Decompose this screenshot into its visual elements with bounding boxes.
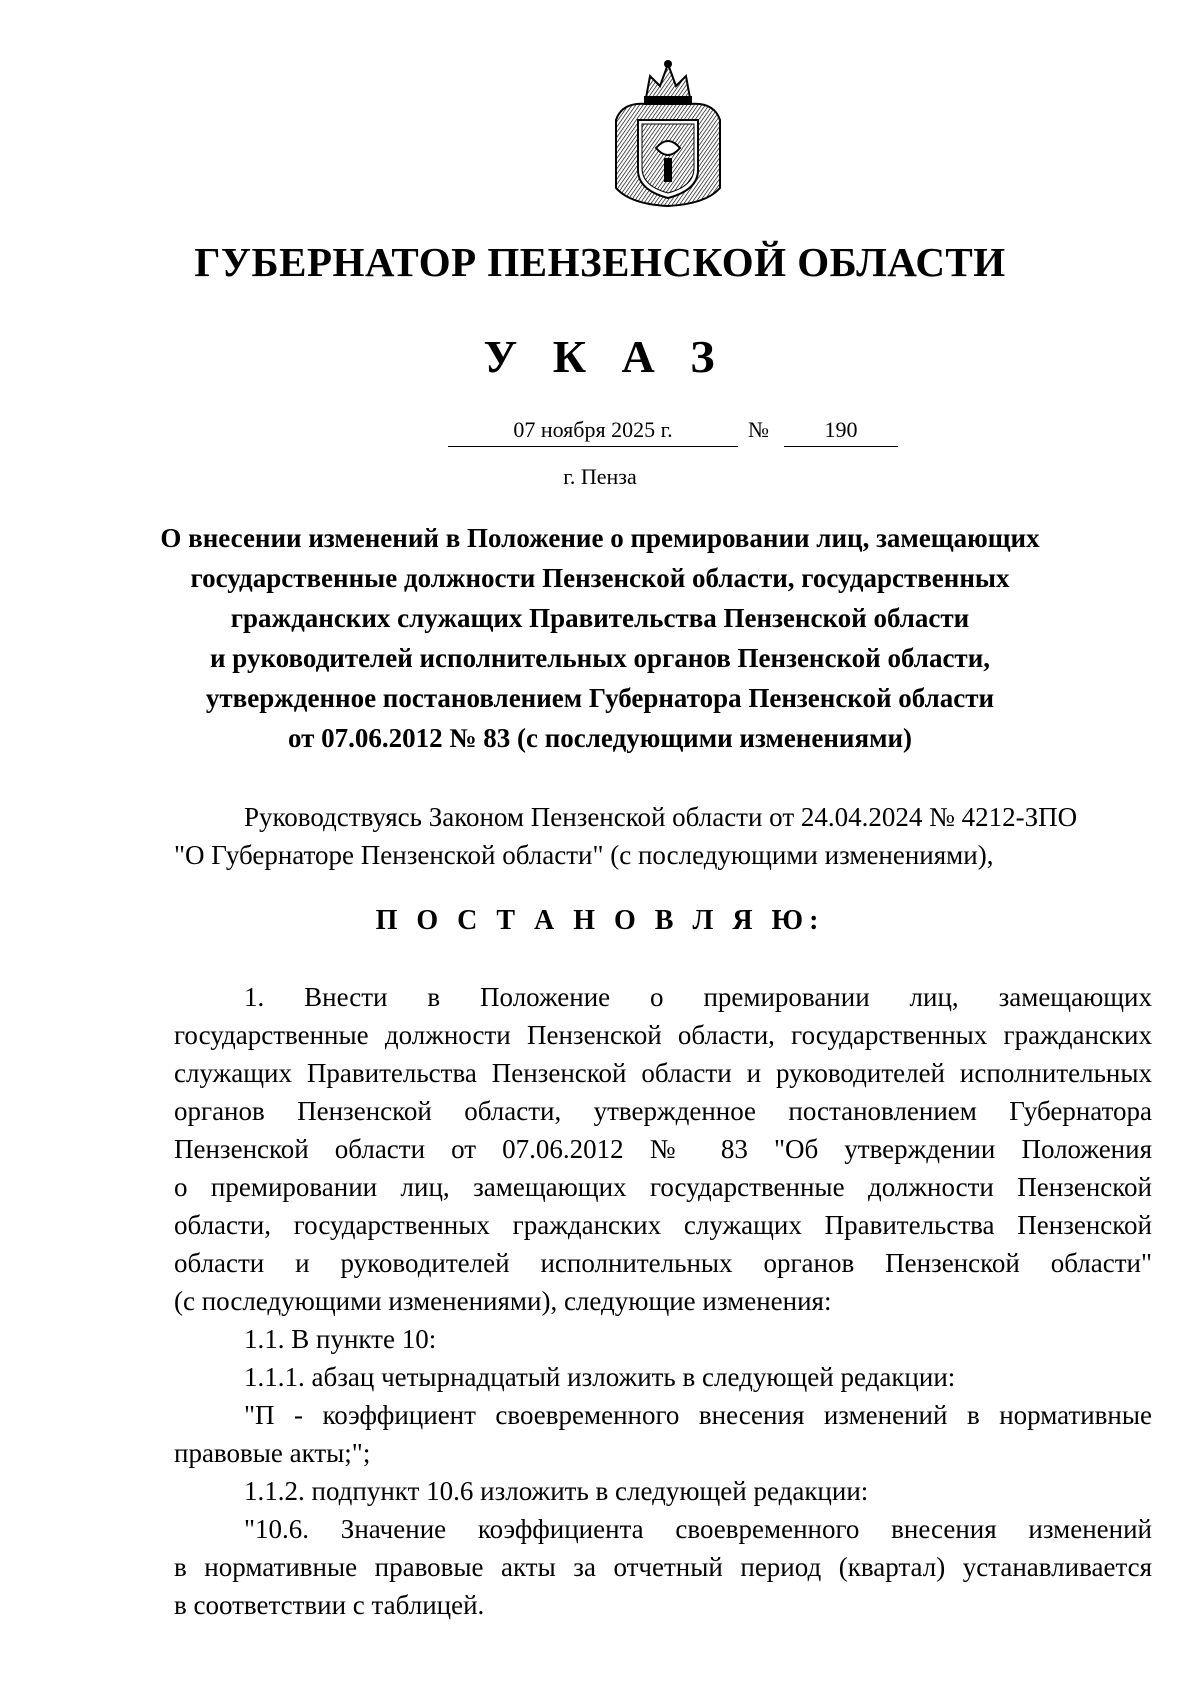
item-1-1-2: 1.1.2. подпункт 10.6 изложить в следующей редакции: (244, 1476, 869, 1506)
document-title (150, 518, 1050, 758)
title-line: гражданских служащих Правительства Пензенской области (230, 603, 970, 633)
quote-2-line: "10.6. Значение коэффициента своевременного внесения изменений (244, 1514, 1152, 1544)
document-number: 190 (784, 418, 898, 447)
item-1-1: 1.1. В пункте 10: (244, 1324, 437, 1354)
quote-1-line: "П - коэффициент своевременного внесения изменений в нормативные (244, 1400, 1152, 1430)
clause-line: Пензенской области от 07.06.2012 № 83 "Об утверждении Положения (174, 1134, 1152, 1164)
title-line: утвержденное постановлением Губернатора Пензенской области (205, 683, 995, 713)
quote-2-line: в соответствии с таблицей. (174, 1590, 485, 1620)
clause-line: (с последующими изменениями), следующие изменения: (174, 1286, 832, 1316)
clause-1 (174, 978, 1152, 1624)
clause-line: государственные должности Пензенской области, государственных гражданских (174, 1020, 1152, 1050)
document-date: 07 ноября 2025 г. (448, 418, 738, 447)
preamble (174, 798, 1152, 874)
clause-line: органов Пензенской области, утвержденное постановлением Губернатора (174, 1096, 1152, 1126)
clause-line: области и руководителей исполнительных органов Пензенской области" (174, 1248, 1152, 1278)
clause-line: о премировании лиц, замещающих государственные должности Пензенской (174, 1172, 1152, 1202)
clause-line: области, государственных гражданских служащих Правительства Пензенской (174, 1210, 1152, 1240)
title-line: государственные должности Пензенской области, государственных (190, 563, 1010, 593)
quote-1-line: правовые акты;"; (174, 1438, 371, 1468)
coat-of-arms-emblem (606, 58, 730, 208)
number-sign: № (748, 417, 769, 442)
title-line: от 07.06.2012 № 83 (с последующими изменениями) (287, 723, 913, 753)
item-1-1-1: 1.1.1. абзац четырнадцатый изложить в следующей редакции: (244, 1362, 956, 1392)
preamble-line: "О Губернаторе Пензенской области" (с последующими изменениями), (174, 840, 994, 870)
issue-place: г. Пенза (563, 464, 637, 489)
issuing-authority: ГУБЕРНАТОР ПЕНЗЕНСКОЙ ОБЛАСТИ (194, 239, 1006, 285)
decree-word: П О С Т А Н О В Л Я Ю: (375, 905, 825, 936)
preamble-line: Руководствуясь Законом Пензенской области от 24.04.2024 № 4212-ЗПО (244, 802, 1078, 832)
clause-line: 1. Внести в Положение о премировании лиц, замещающих (244, 982, 1152, 1012)
document-type: У К А З (483, 331, 727, 382)
title-line: и руководителей исполнительных органов Пензенской области, (209, 643, 991, 673)
title-line: О внесении изменений в Положение о премировании лиц, замещающих (160, 523, 1040, 553)
quote-2-line: в нормативные правовые акты за отчетный период (квартал) устанавливается (174, 1552, 1152, 1582)
clause-line: служащих Правительства Пензенской области и руководителей исполнительных (174, 1058, 1152, 1088)
